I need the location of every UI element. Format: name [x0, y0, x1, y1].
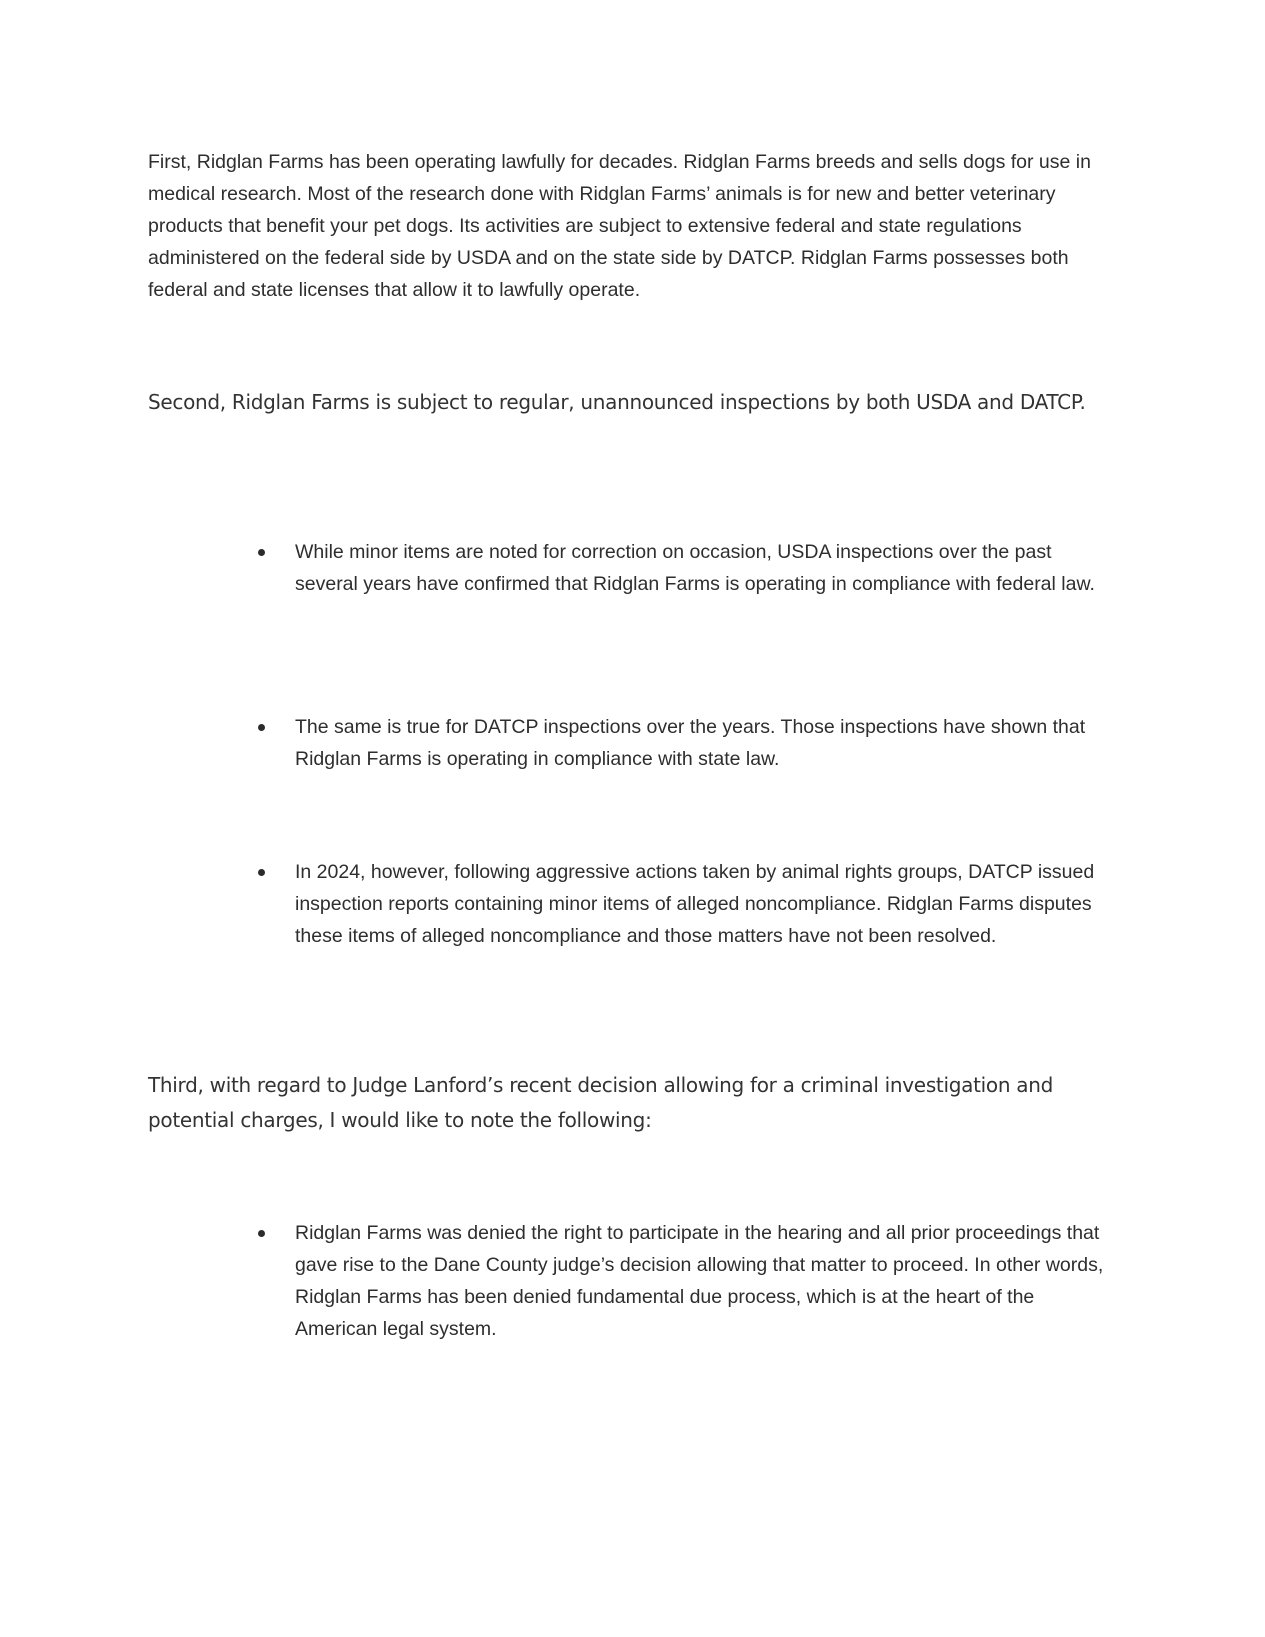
bullet-icon — [258, 724, 265, 731]
bullet-text: The same is true for DATCP inspections over the years. Those inspections have shown that Ridglan Farms is operating in compliance with state law. — [295, 716, 1086, 770]
bullet-datcp-inspections — [258, 711, 1118, 775]
bullet-usda-inspections — [258, 536, 1118, 600]
bullet-due-process — [258, 1217, 1118, 1345]
paragraph-first: First, Ridglan Farms has been operating lawfully for decades. Ridglan Farms breeds and sells dogs for use in medical research. Most of the research done with Ridglan Farms’ animals is for new and better veterinary products that benefit your pet dogs. Its activities are subject to extensive federal and state regulations administered on the federal side by USDA and on the state side by DATCP. Ridglan Farms possesses both federal and state licenses that allow it to lawfully operate. — [148, 151, 1091, 301]
bullet-icon — [258, 549, 265, 556]
paragraph-third: Third, with regard to Judge Lanford’s recent decision allowing for a criminal investigation and potential charges, I would like to note the following: — [148, 1073, 1053, 1132]
bullet-icon — [258, 869, 265, 876]
bullet-text: Ridglan Farms was denied the right to participate in the hearing and all prior proceedings that gave rise to the Dane County judge’s decision allowing that matter to proceed. In other words, Ridglan Farms has been denied fundamental due process, which is at the heart of the American legal system. — [295, 1222, 1104, 1340]
bullet-icon — [258, 1230, 265, 1237]
paragraph-second: Second, Ridglan Farms is subject to regular, unannounced inspections by both USDA and DATCP. — [148, 390, 1086, 414]
bullet-2024-reports — [258, 856, 1118, 952]
bullet-text: In 2024, however, following aggressive actions taken by animal rights groups, DATCP issued inspection reports containing minor items of alleged noncompliance. Ridglan Farms disputes these items of alleged noncompliance and those matters have not been resolved. — [295, 861, 1095, 947]
bullet-text: While minor items are noted for correction on occasion, USDA inspections over the past several years have confirmed that Ridglan Farms is operating in compliance with federal law. — [295, 541, 1095, 595]
